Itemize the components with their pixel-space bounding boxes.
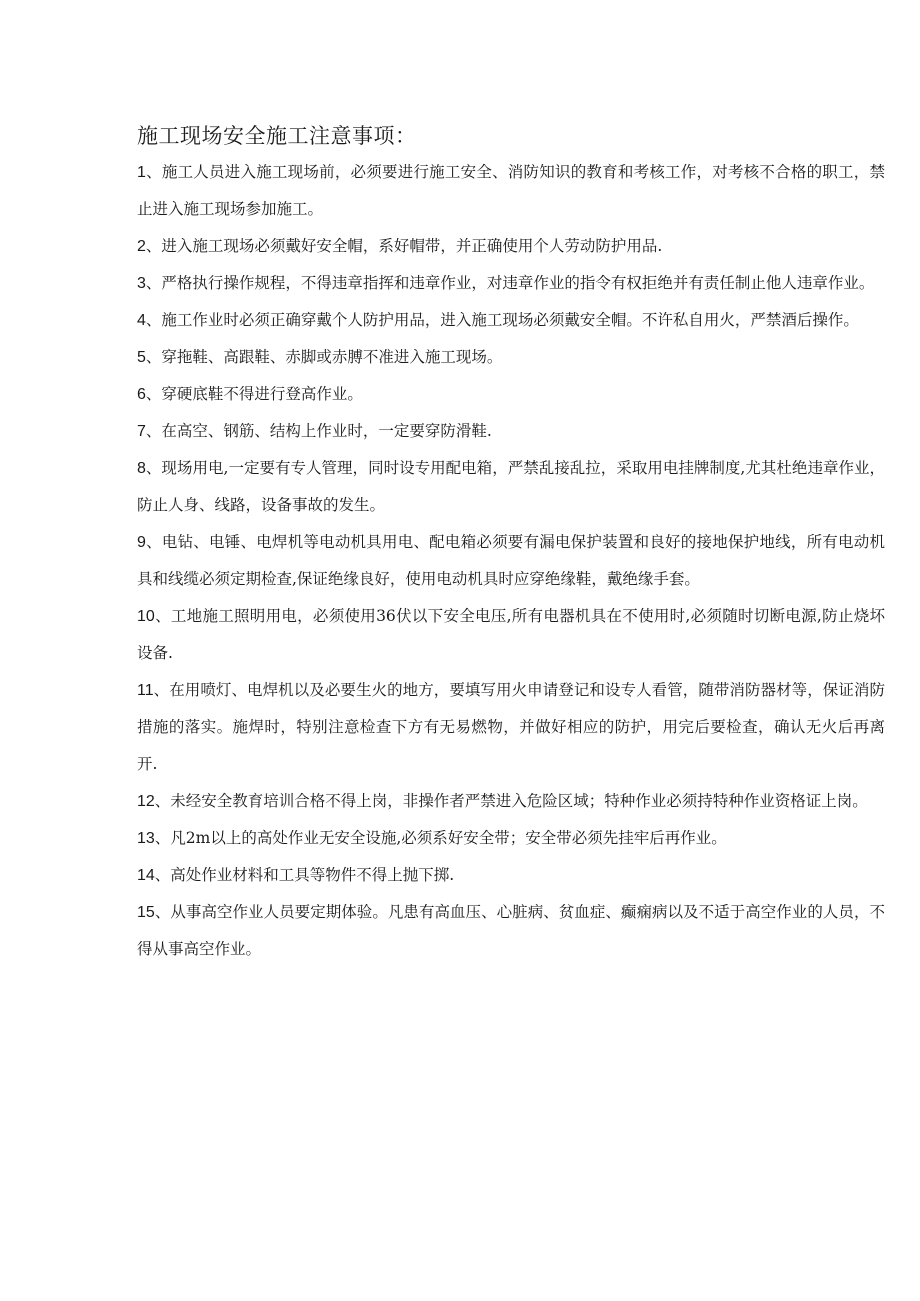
- list-item: [137, 302, 885, 339]
- list-item: [137, 820, 885, 857]
- list-item: [137, 265, 885, 302]
- item-number: 13: [137, 830, 155, 847]
- item-number: 5: [137, 349, 146, 366]
- item-text: 、在高空、钢筋、结构上作业时，一定要穿防滑鞋.: [145, 422, 492, 440]
- item-text: 、凡2m以上的高处作业无安全设施,必须系好安全带；安全带必须先挂牢后再作业。: [154, 829, 727, 847]
- list-item: [137, 339, 885, 376]
- item-number: 12: [137, 793, 155, 810]
- item-text: 、施工作业时必须正确穿戴个人防护用品，进入施工现场必须戴安全帽。不许私自用火，严禁酒后操作。: [145, 311, 859, 329]
- list-item: [137, 894, 885, 968]
- item-text: 、穿硬底鞋不得进行登高作业。: [145, 385, 363, 403]
- item-number: 3: [137, 275, 146, 292]
- list-item: [137, 450, 885, 524]
- document-title: 施工现场安全施工注意事项：: [137, 124, 417, 148]
- list-item: [137, 672, 885, 783]
- item-number: 7: [137, 423, 146, 440]
- item-text: 、穿拖鞋、高跟鞋、赤脚或赤膊不准进入施工现场。: [145, 348, 503, 366]
- item-text: 、现场用电,一定要有专人管理，同时设专用配电箱，严禁乱接乱拉，采取用电挂牌制度,尤其杜绝违章作业，防止人身、线路，设备事故的发生。: [137, 459, 885, 514]
- item-text: 、工地施工照明用电，必须使用36伏以下安全电压,所有电器机具在不使用时,必须随时切断电源,防止烧坏设备.: [137, 607, 885, 662]
- item-number: 11: [137, 682, 154, 699]
- item-number: 2: [137, 238, 146, 255]
- item-number: 10: [137, 608, 155, 625]
- item-number: 4: [137, 312, 146, 329]
- item-number: 1: [137, 164, 146, 181]
- item-number: 8: [137, 460, 146, 477]
- list-item: [137, 154, 885, 228]
- item-text: 、进入施工现场必须戴好安全帽，系好帽带，并正确使用个人劳动防护用品.: [145, 237, 663, 255]
- item-number: 14: [137, 867, 155, 884]
- item-text: 、未经安全教育培训合格不得上岗，非操作者严禁进入危险区域；特种作业必须持特种作业资格证上岗。: [154, 792, 868, 810]
- document-page: [137, 120, 885, 968]
- item-text: 、高处作业材料和工具等物件不得上抛下掷.: [154, 866, 455, 884]
- list-item: [137, 598, 885, 672]
- list-item: [137, 413, 885, 450]
- list-item: [137, 524, 885, 598]
- list-item: [137, 376, 885, 413]
- item-text: 、严格执行操作规程，不得违章指挥和违章作业，对违章作业的指令有权拒绝并有责任制止他人违章作业。: [145, 274, 875, 292]
- list-item: [137, 857, 885, 894]
- item-text: 、从事高空作业人员要定期体验。凡患有高血压、心脏病、贫血症、癫痫病以及不适于高空作业的人员，不得从事高空作业。: [137, 903, 885, 958]
- item-number: 6: [137, 386, 146, 403]
- item-number: 15: [137, 904, 155, 921]
- item-text: 、施工人员进入施工现场前，必须要进行施工安全、消防知识的教育和考核工作，对考核不合格的职工，禁止进入施工现场参加施工。: [137, 163, 885, 218]
- list-item: [137, 228, 885, 265]
- item-number: 9: [137, 534, 146, 551]
- item-text: 、在用喷灯、电焊机以及必要生火的地方，要填写用火申请登记和设专人看管，随带消防器材等，保证消防措施的落实。施焊时，特别注意检查下方有无易燃物，并做好相应的防护，用完后要检查，确认无火后再离开.: [137, 681, 885, 773]
- item-text: 、电钻、电锤、电焊机等电动机具用电、配电箱必须要有漏电保护装置和良好的接地保护地线，所有电动机具和线缆必须定期检查,保证绝缘良好，使用电动机具时应穿绝缘鞋，戴绝缘手套。: [137, 533, 885, 588]
- list-item: [137, 783, 885, 820]
